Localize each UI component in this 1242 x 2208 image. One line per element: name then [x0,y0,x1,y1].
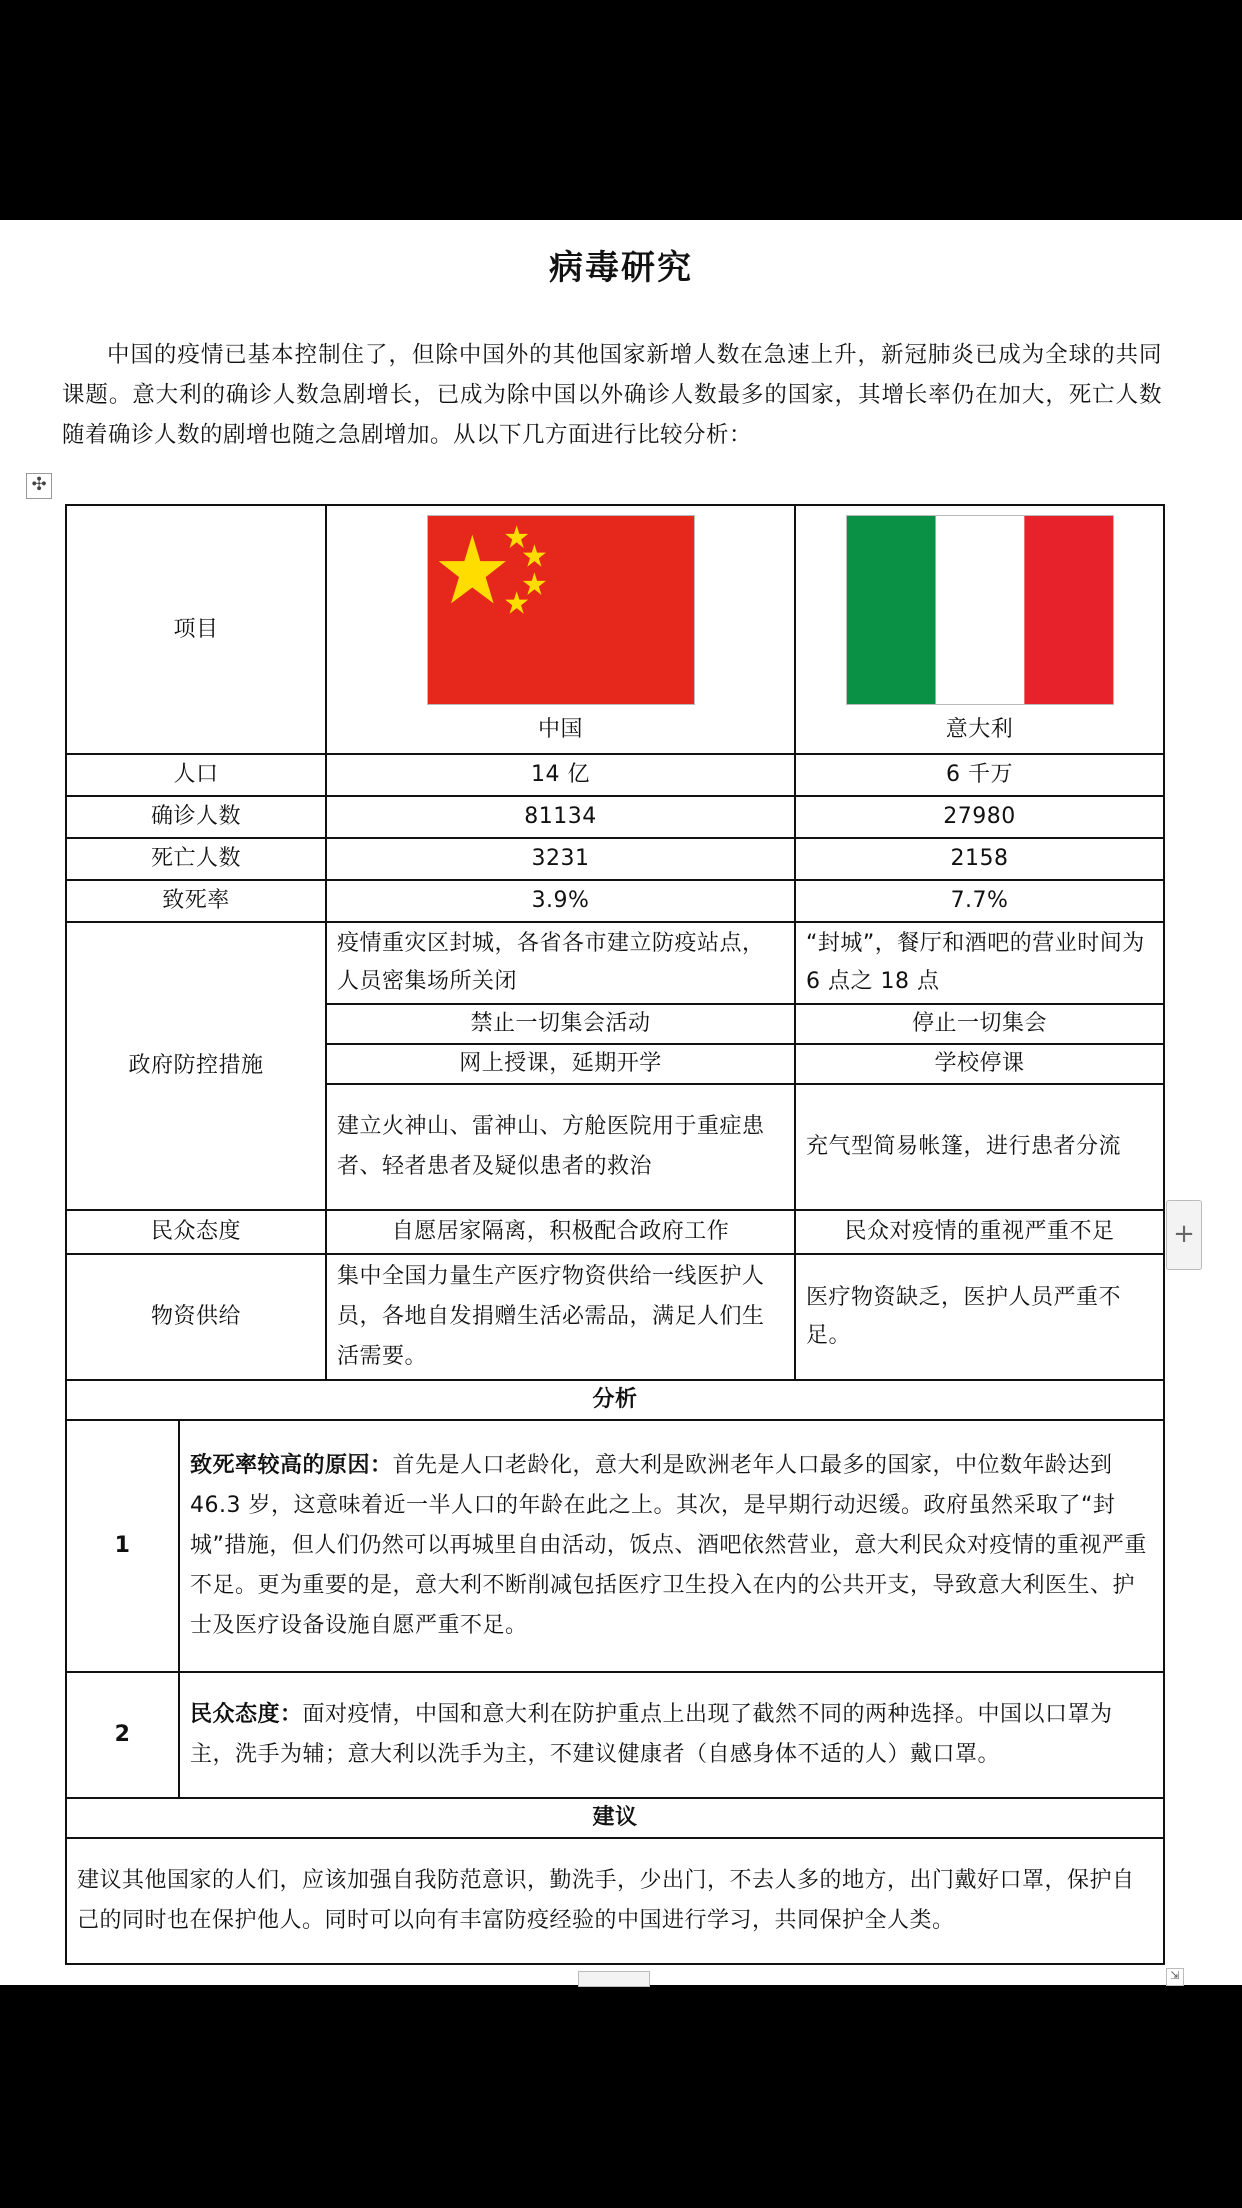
add-column-handle[interactable] [578,1971,650,1987]
comparison-table [65,504,1165,1965]
measure-china: 疫情重灾区封城，各省各市建立防疫站点，人员密集场所关闭 [326,922,795,1004]
plus-icon: + [1173,1219,1195,1249]
table-row [66,1420,1164,1672]
measure-italy: 停止一切集会 [795,1004,1164,1044]
suggestion-text: 建议其他国家的人们，应该加强自我防范意识，勤洗手，少出门，不去人多的地方，出门戴好口罩，保护自己的同时也在保护他人。同时可以向有丰富防疫经验的中国进行学习，共同保护全人类。 [66,1838,1164,1964]
attitude-china: 自愿居家隔离，积极配合政府工作 [326,1210,795,1254]
stat-label: 人口 [66,754,326,796]
intro-paragraph [62,335,1162,455]
table-row [66,1838,1164,1964]
measure-italy: 充气型简易帐篷，进行患者分流 [795,1084,1164,1210]
analysis-item-title: 致死率较高的原因： [190,1453,393,1478]
table-row [66,1672,1164,1798]
italy-flag-icon [846,515,1114,705]
stat-italy-value: 27980 [795,796,1164,838]
analysis-item-text: 首先是人口老龄化，意大利是欧洲老年人口最多的国家，中位数年龄达到 46.3 岁，这意味着近一半人口的年龄在此之上。其次，是早期行动迟缓。政府虽然采取了“封城”措施，但人们仍然可以再城里自由活动，饭点、酒吧依然营业，意大利民众对疫情的重视严重不足。更为重要的是，意大利不断削减包括医疗卫生投入在内的公共开支，导致意大利医生、护士及医疗设备设施自愿严重不足。 [190,1453,1147,1638]
header-item-cell [66,505,326,754]
table-row [66,505,1164,754]
table-row [66,838,1164,880]
document-page [0,220,1242,1985]
resize-icon: ⇲ [1170,1969,1180,1982]
table-row [66,1798,1164,1838]
measure-italy: “封城”，餐厅和酒吧的营业时间为 6 点之 18 点 [795,922,1164,1004]
measure-italy: 学校停课 [795,1044,1164,1084]
intro-text: 中国的疫情已基本控制住了，但除中国外的其他国家新增人数在急速上升，新冠肺炎已成为全球的共同课题。意大利的确诊人数急剧增长，已成为除中国以外确诊人数最多的国家，其增长率仍在加大，死亡人数随着确诊人数的剧增也随之急剧增加。从以下几方面进行比较分析： [62,342,1162,448]
analysis-item-text: 面对疫情，中国和意大利在防护重点上出现了截然不同的两种选择。中国以口罩为主，洗手为辅；意大利以洗手为主，不建议健康者（自感身体不适的人）戴口罩。 [190,1702,1113,1767]
stat-italy-value: 2158 [795,838,1164,880]
china-flag-icon [427,515,695,705]
table-resize-handle[interactable] [1166,1968,1184,1986]
measures-label: 政府防控措施 [66,922,326,1210]
table-row [66,1380,1164,1420]
table-row [66,1210,1164,1254]
table-move-handle[interactable] [26,473,52,499]
analysis-item [179,1420,1164,1672]
analysis-heading: 分析 [66,1380,1164,1420]
measure-china: 网上授课，延期开学 [326,1044,795,1084]
suggestion-heading: 建议 [66,1798,1164,1838]
measure-china: 禁止一切集会活动 [326,1004,795,1044]
supply-china: 集中全国力量生产医疗物资供给一线医护人员，各地自发捐赠生活必需品，满足人们生活需要。 [326,1254,795,1380]
stat-label: 致死率 [66,880,326,922]
stat-china-value: 14 亿 [326,754,795,796]
stat-italy-value: 7.7% [795,880,1164,922]
table-row [66,796,1164,838]
header-item-label: 项目 [173,616,219,642]
stat-label: 确诊人数 [66,796,326,838]
table-row [66,880,1164,922]
stat-label: 死亡人数 [66,838,326,880]
analysis-number: 2 [66,1672,179,1798]
measure-china: 建立火神山、雷神山、方舱医院用于重症患者、轻者患者及疑似患者的救治 [326,1084,795,1210]
table-row [66,754,1164,796]
supply-italy: 医疗物资缺乏，医护人员严重不足。 [795,1254,1164,1380]
document-title: 病毒研究 [549,248,693,288]
analysis-number: 1 [66,1420,179,1672]
stat-china-value: 3231 [326,838,795,880]
stat-china-value: 3.9% [326,880,795,922]
attitude-italy: 民众对疫情的重视严重不足 [795,1210,1164,1254]
supply-label: 物资供给 [66,1254,326,1380]
table-row [66,1254,1164,1380]
analysis-item-title: 民众态度： [190,1702,303,1727]
table-row [66,922,1164,1004]
add-row-button[interactable] [1166,1200,1202,1270]
analysis-item [179,1672,1164,1798]
attitude-label: 民众态度 [66,1210,326,1254]
move-icon: ✣ [31,474,47,495]
header-china-label: 中国 [538,716,584,742]
stat-italy-value: 6 千万 [795,754,1164,796]
header-italy-label: 意大利 [945,716,1014,742]
header-italy-cell [795,505,1164,754]
stat-china-value: 81134 [326,796,795,838]
header-china-cell [326,505,795,754]
